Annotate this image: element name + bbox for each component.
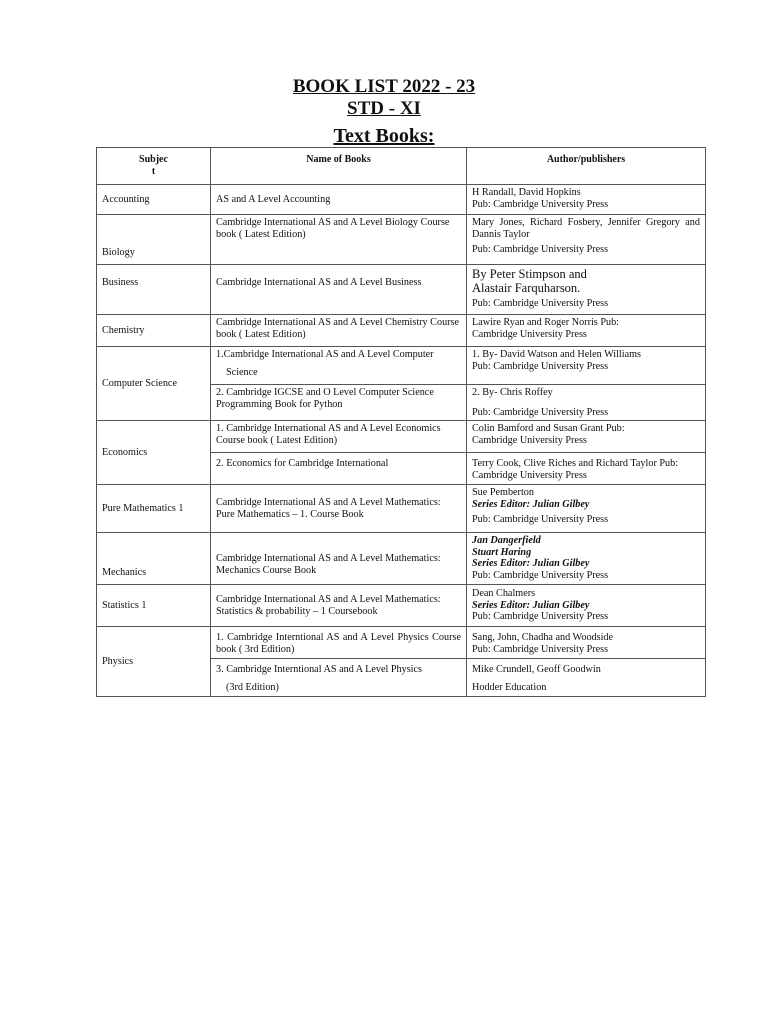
author-cell xyxy=(467,185,706,215)
publisher-text: Hodder Education xyxy=(472,681,547,693)
publisher-text: Cambridge University Press xyxy=(472,434,587,446)
book-cell xyxy=(211,585,467,627)
author-text: Sang, John, Chadha and Woodside xyxy=(472,632,614,643)
author-text: Stuart Haring xyxy=(472,546,532,558)
publisher-text: Pub: Cambridge University Press xyxy=(472,406,609,418)
book-title: (3rd Edition) xyxy=(226,681,279,693)
author-cell xyxy=(467,585,706,627)
book-cell xyxy=(211,627,467,659)
table-header-row xyxy=(97,148,706,185)
subject-cell: Accounting xyxy=(97,185,211,215)
table-row xyxy=(97,215,706,265)
table-row xyxy=(97,585,706,627)
table-row xyxy=(97,185,706,215)
header-author: Author/publishers xyxy=(467,148,706,185)
author-text: 1. By- David Watson and Helen Williams xyxy=(472,349,642,360)
author-text: Terry Cook, Clive Riches and Richard Taylor Pub: xyxy=(472,458,679,469)
table-row xyxy=(97,315,706,347)
subject-cell: Economics xyxy=(97,421,211,485)
publisher-text: Cambridge University Press xyxy=(472,469,587,481)
table-row xyxy=(97,627,706,659)
author-text: Alastair Farquharson. xyxy=(472,281,581,295)
subject-cell: Chemistry xyxy=(97,315,211,347)
book-cell xyxy=(211,453,467,485)
book-cell xyxy=(211,215,467,265)
author-cell xyxy=(467,533,706,585)
author-cell xyxy=(467,659,706,697)
author-text: Jan Dangerfield xyxy=(472,535,541,546)
author-cell xyxy=(467,627,706,659)
book-title: Cambridge International AS and A Level Mathematics: Pure Mathematics – 1. Course Book xyxy=(216,497,441,520)
author-text: Dean Chalmers xyxy=(472,588,536,600)
editor-text: Series Editor: Julian Gilbey xyxy=(472,599,590,611)
subject-cell: Biology xyxy=(97,215,211,265)
author-cell xyxy=(467,215,706,265)
book-cell xyxy=(211,485,467,533)
book-title: Science xyxy=(226,366,258,378)
publisher-text: Pub: Cambridge University Press xyxy=(472,514,609,525)
publisher-text: Pub: Cambridge University Press xyxy=(472,643,609,655)
publisher-text: Pub: Cambridge University Press xyxy=(472,244,609,255)
book-cell xyxy=(211,421,467,453)
table-row xyxy=(97,533,706,585)
book-cell xyxy=(211,385,467,421)
book-cell xyxy=(211,533,467,585)
book-cell xyxy=(211,659,467,697)
author-text: Lawire Ryan and Roger Norris Pub: xyxy=(472,317,619,328)
subject-cell: Physics xyxy=(97,627,211,697)
subject-cell: Pure Mathematics 1 xyxy=(97,485,211,533)
table-row xyxy=(97,485,706,533)
author-cell xyxy=(467,453,706,485)
book-list-table xyxy=(96,147,706,697)
book-title: 1. Cambridge International AS and A Level Economics Course book ( Latest Edition) xyxy=(216,423,441,446)
author-cell xyxy=(467,315,706,347)
publisher-text: Pub: Cambridge University Press xyxy=(472,198,609,210)
book-title: 3. Cambridge Interntional AS and A Level Physics xyxy=(216,664,422,675)
author-text: Mary Jones, Richard Fosbery, Jennifer Gregory and Dannis Taylor xyxy=(472,217,700,240)
author-cell xyxy=(467,385,706,421)
publisher-text: Cambridge University Press xyxy=(472,328,587,340)
subject-cell: Statistics 1 xyxy=(97,585,211,627)
book-title: 2. Cambridge IGCSE and O Level Computer Science Programming Book for Python xyxy=(216,387,434,410)
table-row xyxy=(97,265,706,315)
subject-cell: Mechanics xyxy=(97,533,211,585)
book-title: AS and A Level Accounting xyxy=(216,193,331,205)
book-title: Cambridge International AS and A Level Business xyxy=(216,277,422,288)
author-cell xyxy=(467,347,706,385)
subject-cell: Business xyxy=(97,265,211,315)
book-title: Cambridge International AS and A Level Mathematics: Statistics & probability – 1 Coursebook xyxy=(216,594,441,617)
author-text: By Peter Stimpson and xyxy=(472,267,587,281)
publisher-text: Pub: Cambridge University Press xyxy=(472,611,609,623)
table-row xyxy=(97,421,706,453)
header-name: Name of Books xyxy=(211,148,467,185)
author-text: H Randall, David Hopkins xyxy=(472,187,581,198)
page-title: BOOK LIST 2022 - 23 xyxy=(292,76,476,97)
book-cell xyxy=(211,185,467,215)
publisher-text: Pub: Cambridge University Press xyxy=(472,298,609,309)
book-title: 2. Economics for Cambridge International xyxy=(216,458,389,469)
table-row xyxy=(97,347,706,385)
section-heading: Text Books: xyxy=(333,125,435,147)
page-header xyxy=(0,76,768,148)
book-cell xyxy=(211,315,467,347)
author-text: 2. By- Chris Roffey xyxy=(472,387,553,398)
publisher-text: Pub: Cambridge University Press xyxy=(472,569,609,581)
book-title: Cambridge International AS and A Level Biology Course book ( Latest Edition) xyxy=(216,217,450,240)
author-cell xyxy=(467,265,706,315)
book-cell xyxy=(211,347,467,385)
author-text: Mike Crundell, Geoff Goodwin xyxy=(472,664,601,675)
book-title: Cambridge International AS and A Level Chemistry Course book ( Latest Edition) xyxy=(216,317,460,340)
book-title: 1.Cambridge International AS and A Level Computer xyxy=(216,349,434,360)
author-text: Sue Pemberton xyxy=(472,487,534,498)
subject-cell: Computer Science xyxy=(97,347,211,421)
author-cell xyxy=(467,421,706,453)
publisher-text: Pub: Cambridge University Press xyxy=(472,360,609,372)
author-cell xyxy=(467,485,706,533)
editor-text: Series Editor: Julian Gilbey xyxy=(472,498,590,510)
book-title: 1. Cambridge Interntional AS and A Level Physics Course book ( 3rd Edition) xyxy=(216,632,461,655)
book-cell xyxy=(211,265,467,315)
book-title: Cambridge International AS and A Level Mathematics: Mechanics Course Book xyxy=(216,553,441,576)
author-text: Colin Bamford and Susan Grant Pub: xyxy=(472,423,625,434)
std-heading: STD - XI xyxy=(347,98,421,119)
editor-text: Series Editor: Julian Gilbey xyxy=(472,558,590,569)
header-subject: Subjec t xyxy=(97,148,211,185)
